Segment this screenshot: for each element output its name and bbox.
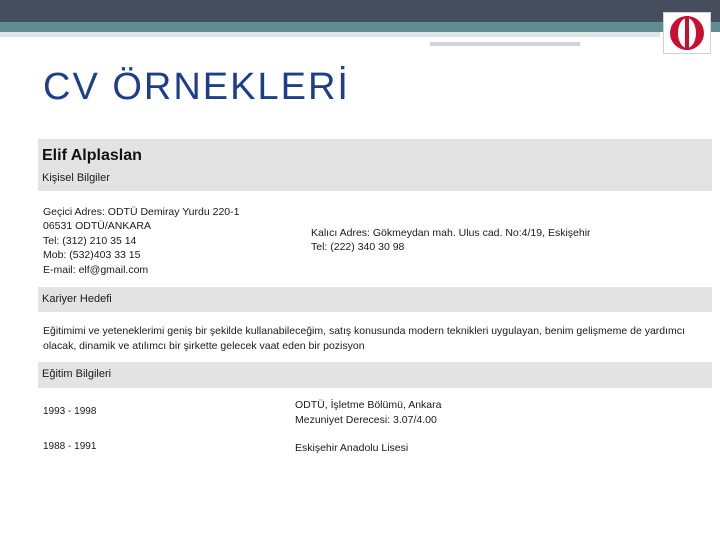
career-objective-label: Kariyer Hedefi <box>42 293 112 305</box>
phone-line: Tel: (222) 340 30 98 <box>311 241 405 254</box>
education-dates: 1988 - 1991 <box>43 441 97 452</box>
career-objective-section <box>38 287 712 312</box>
education-detail <box>295 398 441 428</box>
school-line: Eskişehir Anadolu Lisesi <box>295 442 409 454</box>
education-detail <box>295 441 408 456</box>
header-accent-line <box>430 42 580 46</box>
header-band-dark <box>0 0 720 22</box>
grade-line: Mezuniyet Derecesi: 3.07/4.00 <box>295 414 437 426</box>
university-logo-icon <box>663 12 711 54</box>
education-label: Eğitim Bilgileri <box>42 368 112 380</box>
person-name: Elif Alplaslan <box>42 147 142 164</box>
school-line: ODTÜ, İşletme Bölümü, Ankara <box>295 399 442 411</box>
page-title: CV ÖRNEKLERİ <box>43 66 350 108</box>
permanent-address-block <box>311 226 591 255</box>
address-line: 06531 ODTÜ/ANKARA <box>43 220 151 233</box>
education-dates: 1993 - 1998 <box>43 406 97 417</box>
education-section <box>38 362 712 388</box>
name-section <box>38 139 712 191</box>
mobile-line: Mob: (532)403 33 15 <box>43 249 141 262</box>
header-band-teal <box>0 22 720 32</box>
personal-info-label: Kişisel Bilgiler <box>42 172 110 184</box>
career-objective-text: Eğitimimi ve yeteneklerimi geniş bir şekilde kullanabileceğim, satış konusunda modern teknikleri uygulayan, benim gelişmeme de yardımcı olacak, dinamik ve atılımcı bir şirkette gelecek vaat eden bir pozisyon <box>43 325 685 352</box>
temporary-address-block <box>43 205 239 277</box>
address-line: Geçici Adres: ODTÜ Demiray Yurdu 220-1 <box>43 206 240 218</box>
address-line: Kalıcı Adres: Gökmeydan mah. Ulus cad. No:4/19, Eskişehir <box>311 227 591 239</box>
phone-line: Tel: (312) 210 35 14 <box>43 234 137 247</box>
email-line: E-mail: elf@gmail.com <box>43 263 149 276</box>
header-band-light <box>0 32 660 37</box>
